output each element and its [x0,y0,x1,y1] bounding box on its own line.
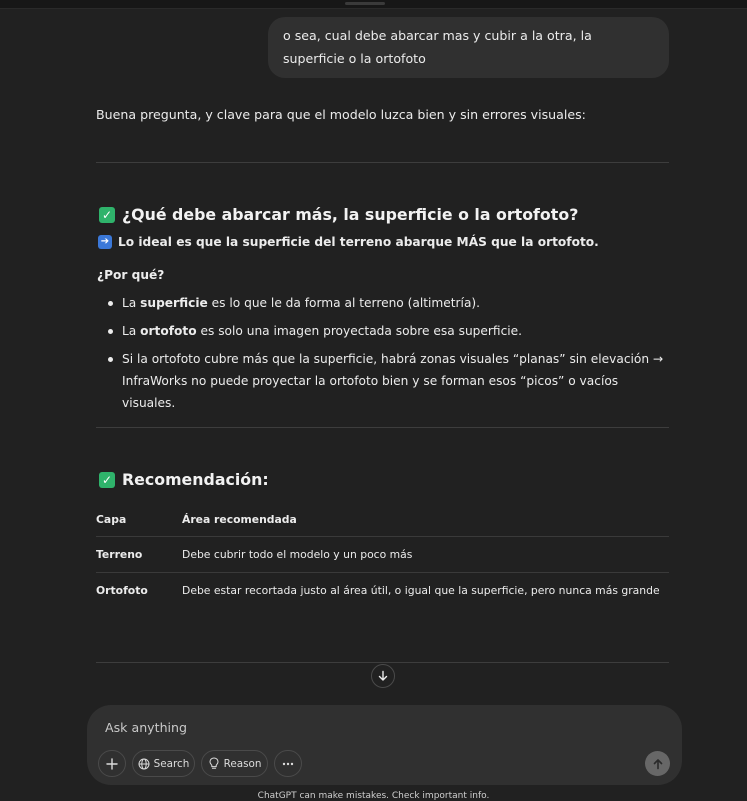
section-divider [96,662,669,663]
table-cell: Ortofoto [96,584,148,597]
list-item [97,292,669,314]
table-cell: Debe cubrir todo el modelo y un poco más [182,548,413,561]
section-heading-recommendation [99,470,269,489]
table-row [96,573,669,608]
bullet-text: La [122,324,141,338]
scroll-to-bottom-button[interactable] [371,664,395,688]
bullet-text: Si la ortofoto cubre más que la superficie, habrá zonas visuales “planas” sin elevación → InfraWorks no puede proyectar la ortofoto bien y se forman esos “picos” o vacíos visuales. [122,352,664,410]
bullet-bold-term: superficie [140,296,208,310]
send-button[interactable] [645,751,670,776]
arrow-down-icon [377,670,389,682]
reason-button-label: Reason [223,757,262,770]
arrow-up-icon [652,758,664,770]
section-divider [96,427,669,428]
section-divider [96,162,669,163]
section-heading-text: ¿Qué debe abarcar más, la superficie o la ortofoto? [122,205,579,224]
table-header-cell: Área recomendada [182,513,297,526]
attach-button[interactable] [98,750,126,777]
bullet-bold-term: ortofoto [140,324,197,338]
user-message-text: o sea, cual debe abarcar mas y cubir a la otra, la superficie o la ortofoto [283,28,592,66]
table-header-row [96,503,669,537]
globe-icon [138,758,150,770]
window-top-bar [0,0,747,9]
more-icon [282,762,294,766]
list-item [97,348,669,414]
section-heading-text: Recomendación: [122,470,269,489]
plus-icon [106,758,118,770]
reason-button[interactable] [201,750,268,777]
lightbulb-icon [208,757,220,770]
search-button[interactable] [132,750,195,777]
assistant-intro-text: Buena pregunta, y clave para que el modelo luzca bien y sin errores visuales: [96,107,586,122]
list-item [97,320,669,342]
prompt-input[interactable] [105,720,605,735]
table-cell: Terreno [96,548,143,561]
user-message-bubble [268,17,669,78]
reasons-list [97,292,669,420]
bullet-dot [108,357,113,362]
why-label: ¿Por qué? [97,268,165,282]
arrow-right-icon: ➔ [98,235,112,249]
bullet-text: es solo una imagen proyectada sobre esa superficie. [196,324,523,338]
bullet-text: es lo que le da forma al terreno (altimetría). [207,296,481,310]
check-icon: ✓ [99,472,115,488]
bullet-dot [108,329,113,334]
search-button-label: Search [153,757,190,770]
bullet-text: La [122,296,141,310]
bullet-dot [108,301,113,306]
check-icon: ✓ [99,207,115,223]
section-heading-which-covers-more [99,205,578,224]
key-point [98,235,599,249]
table-header-cell: Capa [96,513,127,526]
table-cell: Debe estar recortada justo al área útil, o igual que la superficie, pero nunca más grande [182,584,660,597]
more-options-button[interactable] [274,750,302,777]
disclaimer-note: ChatGPT can make mistakes. Check important info. [257,791,490,801]
table-row [96,537,669,573]
key-point-text: Lo ideal es que la superficie del terreno abarque MÁS que la ortofoto. [118,235,599,249]
recommendation-table [96,503,669,608]
